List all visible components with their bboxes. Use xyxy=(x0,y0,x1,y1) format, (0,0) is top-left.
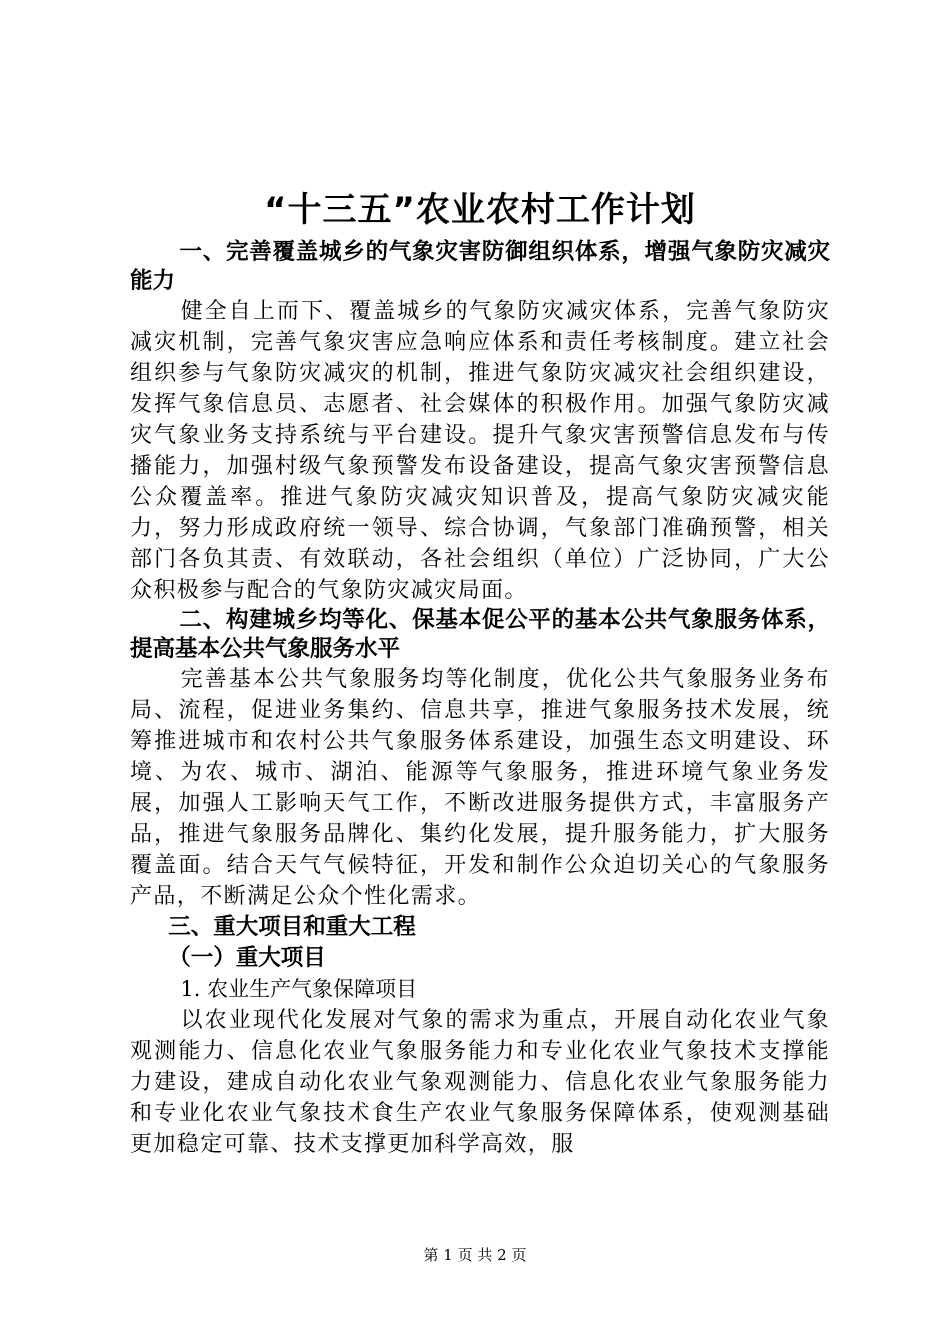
page-footer: 第 1 页 共 2 页 xyxy=(423,1246,527,1264)
section-item-3-1-1: 1. 农业生产气象保障项目 xyxy=(180,977,418,1001)
section-heading-1: 一、完善覆盖城乡的气象灾害防御组织体系，增强气象防灾减灾能力 xyxy=(130,239,830,294)
section-paragraph-1: 健全自上而下、覆盖城乡的气象防灾减灾体系，完善气象防灾减灾机制，完善气象灾害应急响应体系和责任考核制度。建立社会组织参与气象防灾减灾的机制，推进气象防灾减灾社会组织建设，发挥气象信息员、志愿者、社会媒体的积极作用。加强气象防灾减灾气象业务支持系统与平台建设。提升气象灾害预警信息发布与传播能力，加强村级气象预警发布设备建设，提高气象灾害预警信息公众覆盖率。推进气象防灾减灾知识普及，提高气象防灾减灾能力，努力形成政府统一领导、综合协调，气象部门准确预警，相关部门各负其责、有效联动，各社会组织（单位）广泛协同，广大公众积极参与配合的气象防灾减灾局面。 xyxy=(130,299,830,603)
section-subheading-3-1: （一）重大项目 xyxy=(168,945,326,971)
section-heading-2: 二、构建城乡均等化、保基本促公平的基本公共气象服务体系，提高基本公共气象服务水平 xyxy=(130,607,830,662)
document-body xyxy=(130,182,830,1160)
section-paragraph-3: 以农业现代化发展对气象的需求为重点，开展自动化农业气象观测能力、信息化农业气象服务能力和专业化农业气象技术支撑能力建设，建成自动化农业气象观测能力、信息化农业气象服务能力和专业化农业气象技术食生产农业气象服务保障体系，使观测基础更加稳定可靠、技术支撑更加科学高效，服 xyxy=(130,1008,830,1157)
section-paragraph-2: 完善基本公共气象服务均等化制度，优化公共气象服务业务布局、流程，促进业务集约、信息共享，推进气象服务技术发展，统筹推进城市和农村公共气象服务体系建设，加强生态文明建设、环境、为农、城市、湖泊、能源等气象服务，推进环境气象业务发展，加强人工影响天气工作，不断改进服务提供方式，丰富服务产品，推进气象服务品牌化、集约化发展，提升服务能力，扩大服务覆盖面。结合天气气候特征，开发和制作公众迫切关心的气象服务产品，不断满足公众个性化需求。 xyxy=(130,667,830,909)
document-title: “十三五”农业农村工作计划 xyxy=(264,190,696,230)
section-heading-3: 三、重大项目和重大工程 xyxy=(168,914,416,940)
